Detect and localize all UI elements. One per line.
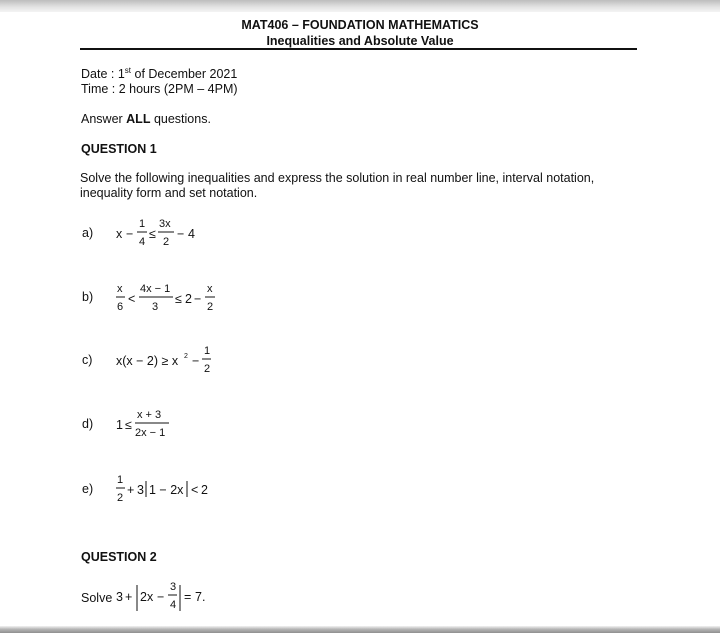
svg-text:=: =	[184, 590, 192, 604]
svg-text:1 − 2x: 1 − 2x	[149, 483, 184, 497]
svg-text:1: 1	[139, 218, 146, 230]
svg-text:3: 3	[116, 590, 123, 604]
part-b-label: b)	[82, 290, 94, 304]
question-2-expression	[116, 578, 216, 616]
svg-text:2x − 1: 2x − 1	[135, 427, 166, 439]
page-top-edge	[0, 0, 720, 12]
page-bottom-edge	[0, 626, 720, 633]
svg-text:4x − 1: 4x − 1	[140, 283, 171, 295]
svg-text:2: 2	[117, 492, 124, 504]
svg-text:2: 2	[163, 236, 170, 248]
svg-text:1: 1	[116, 418, 123, 432]
svg-text:−: −	[194, 292, 202, 306]
svg-text:2: 2	[204, 363, 211, 375]
svg-text:x: x	[116, 227, 123, 241]
svg-text:x + 3: x + 3	[137, 409, 162, 421]
exam-time: Time : 2 hours (2PM – 4PM)	[81, 82, 238, 96]
title-divider	[80, 48, 637, 50]
exam-date: Date : 1st of December 2021	[81, 66, 238, 81]
svg-text:1: 1	[204, 345, 211, 357]
part-d-label: d)	[82, 417, 94, 431]
svg-text:≤: ≤	[149, 227, 156, 241]
svg-text:−: −	[177, 227, 185, 241]
svg-text:7.: 7.	[195, 590, 206, 604]
svg-text:6: 6	[117, 301, 124, 313]
svg-text:1: 1	[117, 474, 124, 486]
svg-text:≤: ≤	[125, 418, 132, 432]
svg-text:3: 3	[152, 301, 159, 313]
svg-text:2x: 2x	[140, 590, 154, 604]
part-c-expression	[116, 342, 226, 378]
svg-text:x: x	[117, 283, 123, 295]
question-2-prompt: Solve	[81, 591, 113, 605]
svg-text:3x: 3x	[159, 218, 171, 230]
part-a-label: a)	[82, 226, 94, 240]
part-b-expression	[116, 280, 226, 316]
question-1-heading: QUESTION 1	[81, 142, 157, 156]
part-a-expression	[116, 215, 216, 251]
svg-text:4: 4	[139, 236, 146, 248]
svg-text:−: −	[157, 590, 165, 604]
svg-text:<: <	[191, 483, 199, 497]
svg-text:3: 3	[137, 483, 144, 497]
question-1-instruction: Solve the following inequalities and express the solution in real number line, interval notation, inequality form and set notation.	[80, 171, 595, 200]
svg-text:x(x − 2) ≥ x: x(x − 2) ≥ x	[116, 354, 179, 368]
part-e-label: e)	[82, 482, 94, 496]
svg-text:2: 2	[207, 301, 214, 313]
svg-text:2: 2	[184, 353, 188, 360]
part-e-expression	[116, 471, 216, 507]
svg-text:≤: ≤	[175, 292, 182, 306]
answer-instruction: Answer ALL questions.	[81, 112, 211, 126]
svg-text:−: −	[192, 354, 200, 368]
svg-text:−: −	[126, 227, 134, 241]
document-subtitle: Inequalities and Absolute Value	[266, 34, 454, 48]
svg-text:+: +	[127, 483, 135, 497]
svg-text:x: x	[207, 283, 213, 295]
svg-text:2: 2	[201, 483, 208, 497]
course-title: MAT406 – FOUNDATION MATHEMATICS	[241, 18, 479, 32]
svg-text:4: 4	[170, 599, 177, 611]
part-d-expression	[116, 406, 206, 442]
svg-text:4: 4	[188, 227, 195, 241]
svg-text:<: <	[128, 292, 136, 306]
svg-text:3: 3	[170, 581, 177, 593]
svg-text:+: +	[125, 590, 133, 604]
question-2-heading: QUESTION 2	[81, 550, 157, 564]
svg-text:2: 2	[185, 292, 192, 306]
part-c-label: c)	[82, 353, 93, 367]
